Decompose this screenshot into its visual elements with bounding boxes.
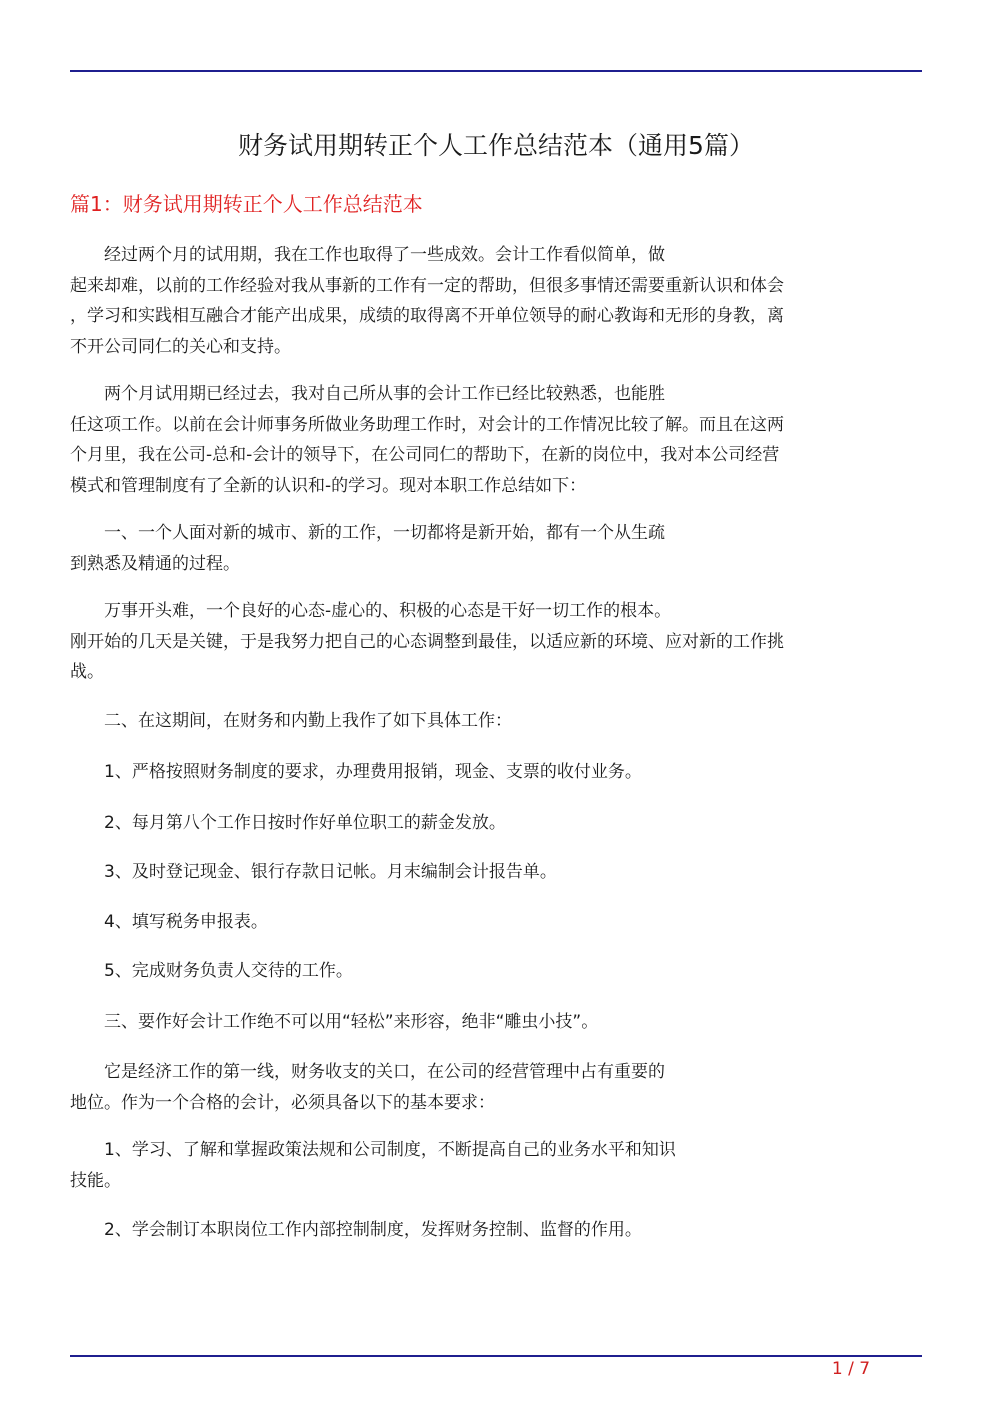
page-number: 1 / 7 (831, 1359, 871, 1379)
paragraph: 万事开头难，一个良好的心态-虚心的、积极的心态是干好一切工作的根本。 刚开始的几天是关键，于是我努力把自己的心态调整到最佳，以适应新的环境、应对新的工作挑 战。 (70, 601, 784, 682)
paragraph: 二、在这期间，在财务和内勤上我作了如下具体工作： (70, 711, 512, 731)
paragraph: 1、严格按照财务制度的要求，办理费用报销，现金、支票的收付业务。 (70, 762, 642, 782)
section-heading: 篇1：财务试用期转正个人工作总结范本 (70, 192, 423, 216)
document-title: 财务试用期转正个人工作总结范本（通用5篇） (238, 131, 754, 160)
paragraph: 两个月试用期已经过去，我对自己所从事的会计工作已经比较熟悉，也能胜 任这项工作。以前在会计师事务所做业务助理工作时，对会计的工作情况比较了解。而且在这两 个月里，我在公司-总和-会计的领导下，在公司同仁的帮助下，在新的岗位中，我对本公司经营 模式和管理制度有了全新的认识和-的学习。现对本职工作总结如下： (70, 384, 784, 496)
header-rule (70, 70, 922, 72)
footer-rule (70, 1355, 922, 1357)
paragraph: 5、完成财务负责人交待的工作。 (70, 961, 353, 981)
paragraph: 经过两个月的试用期，我在工作也取得了一些成效。会计工作看似简单，做 起来却难，以前的工作经验对我从事新的工作有一定的帮助，但很多事情还需要重新认识和体会 ，学习和实践相互融合才能产出成果，成绩的取得离不开单位领导的耐心教诲和无形的身教，离 不开公司同仁的关心和支持。 (70, 245, 784, 357)
paragraph: 4、填写税务申报表。 (70, 912, 268, 932)
paragraph: 它是经济工作的第一线，财务收支的关口，在公司的经营管理中占有重要的 地位。作为一个合格的会计，必须具备以下的基本要求： (70, 1062, 665, 1113)
paragraph: 3、及时登记现金、银行存款日记帐。月末编制会计报告单。 (70, 862, 557, 882)
paragraph: 一、一个人面对新的城市、新的工作，一切都将是新开始，都有一个从生疏 到熟悉及精通的过程。 (70, 523, 665, 574)
paragraph: 1、学习、了解和掌握政策法规和公司制度，不断提高自己的业务水平和知识 技能。 (70, 1140, 676, 1191)
paragraph: 2、学会制订本职岗位工作内部控制制度，发挥财务控制、监督的作用。 (70, 1220, 642, 1240)
paragraph: 2、每月第八个工作日按时作好单位职工的薪金发放。 (70, 813, 506, 833)
paragraph: 三、要作好会计工作绝不可以用“轻松”来形容，绝非“雕虫小技”。 (70, 1012, 599, 1032)
